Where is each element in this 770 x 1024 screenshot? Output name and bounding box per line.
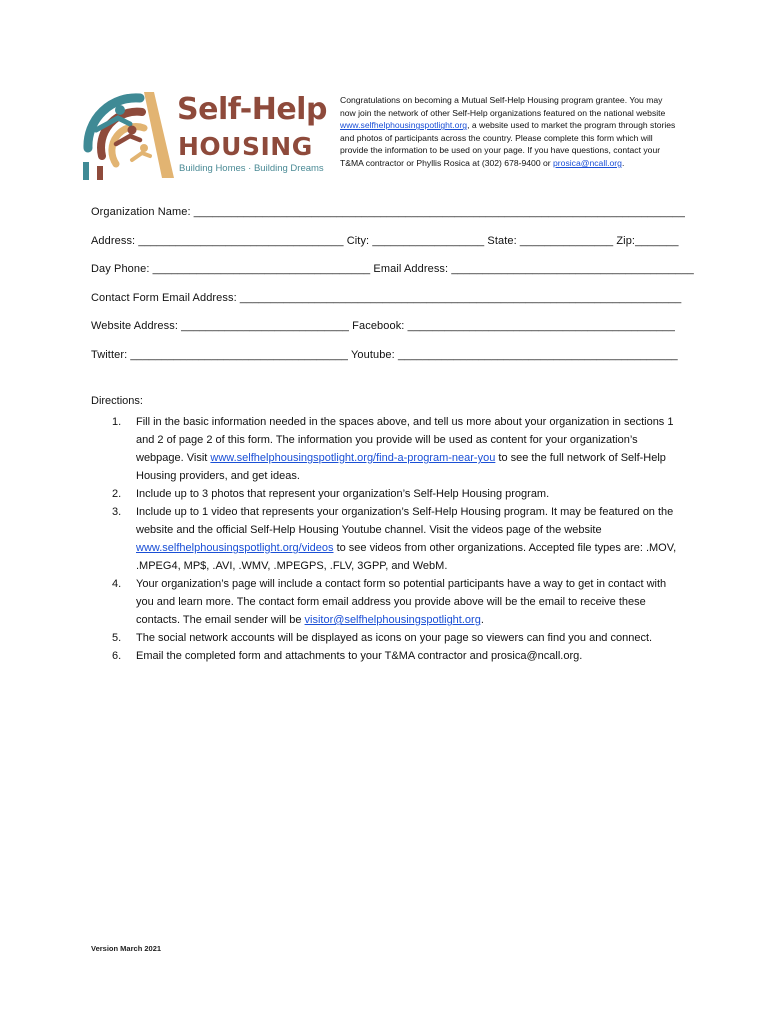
- directions-heading: Directions:: [91, 395, 143, 407]
- list-item: [91, 629, 681, 647]
- self-help-housing-logo: [82, 90, 327, 180]
- contact-form-email-field[interactable]: Contact Form Email Address: _______________________________________________________________________: [91, 292, 682, 304]
- contact-email-link[interactable]: prosica@ncall.org: [553, 157, 622, 168]
- version-footer: Version March 2021: [91, 944, 162, 953]
- list-item-text: Fill in the basic information needed in the spaces above, and tell us more about your organization in sections 1 and 2 of page 2 of this form. The information you provide will be used as content for your organization’s webpage. Visit: [136, 416, 674, 464]
- visitor-email-link[interactable]: visitor@selfhelphousingspotlight.org: [304, 614, 481, 626]
- intro-text: Congratulations on becoming a Mutual Self-Help Housing program grantee. You may now join the network of other Self-Help organizations featured on the national website: [340, 95, 666, 118]
- list-item-text: Include up to 3 photos that represent your organization’s Self-Help Housing program.: [136, 488, 550, 500]
- videos-page-link[interactable]: www.selfhelphousingspotlight.org/videos: [136, 542, 334, 554]
- logo-title-line2: HOUSING: [178, 132, 313, 161]
- list-item-number: 6.: [112, 650, 122, 662]
- website-facebook-field[interactable]: Website Address: ___________________________ Facebook: ___________________________________________: [91, 320, 675, 332]
- list-item: [91, 503, 681, 575]
- list-item: [91, 575, 681, 629]
- list-item-text: Your organization’s page will include a contact form so potential participants have a way to get in contact with you and learn more. The contact form email address you provide above will be the email to receive these contacts. The email sender will be: [136, 578, 667, 626]
- list-item-number: 5.: [112, 632, 122, 644]
- list-item-number: 4.: [112, 578, 122, 590]
- list-item-text: Include up to 1 video that represents your organization’s Self-Help Housing program. It may be featured on the website and the official Self-Help Housing Youtube channel. Visit the videos page of the website: [136, 506, 674, 536]
- list-item-number: 2.: [112, 488, 122, 500]
- list-item-text: The social network accounts will be displayed as icons on your page so viewers can find you and connect.: [136, 632, 653, 644]
- find-program-link[interactable]: www.selfhelphousingspotlight.org/find-a-program-near-you: [210, 452, 496, 464]
- directions-list: [91, 413, 681, 665]
- twitter-youtube-field[interactable]: Twitter: ___________________________________ Youtube: _____________________________________________: [91, 349, 678, 361]
- list-item-text: .: [480, 614, 484, 626]
- list-item-number: 3.: [112, 506, 122, 518]
- logo-title-line1: Self-Help: [177, 92, 327, 127]
- intro-text-continued: , a website used to market the program through stories and photos of participants across the country. Please complete this form which will provide the information to be used on your page. If you have questions, contact your T&MA contractor or Phyllis Rosica at (302) 678-9400 or: [340, 120, 676, 168]
- list-item-text: to see videos from other organizations. Accepted file types are: .MOV, .MPEG4, MP$, .AVI, .WMV, .MPEGPS, .FLV, 3GPP, and WebM.: [136, 542, 677, 572]
- logo-mark-icon: [82, 90, 177, 180]
- spotlight-website-link[interactable]: www.selfhelphousingspotlight.org: [340, 120, 468, 131]
- list-item: [91, 485, 681, 503]
- list-item: [91, 647, 681, 665]
- logo-tagline: Building Homes · Building Dreams: [179, 163, 324, 174]
- list-item: [91, 413, 681, 485]
- address-city-state-zip-field[interactable]: Address: _________________________________ City: __________________ State: _______________ Zip:_______: [91, 235, 679, 247]
- list-item-text: to see the full network of Self-Help Housing providers, and get ideas.: [136, 452, 666, 482]
- list-item-number: 1.: [112, 416, 122, 428]
- list-item-text: Email the completed form and attachments to your T&MA contractor and prosica@ncall.org.: [136, 650, 583, 662]
- intro-end: .: [621, 157, 625, 168]
- intro-paragraph: [340, 94, 680, 170]
- phone-email-field[interactable]: Day Phone: ___________________________________ Email Address: _______________________________________: [91, 263, 694, 275]
- organization-name-field[interactable]: Organization Name: _______________________________________________________________________________: [91, 206, 685, 218]
